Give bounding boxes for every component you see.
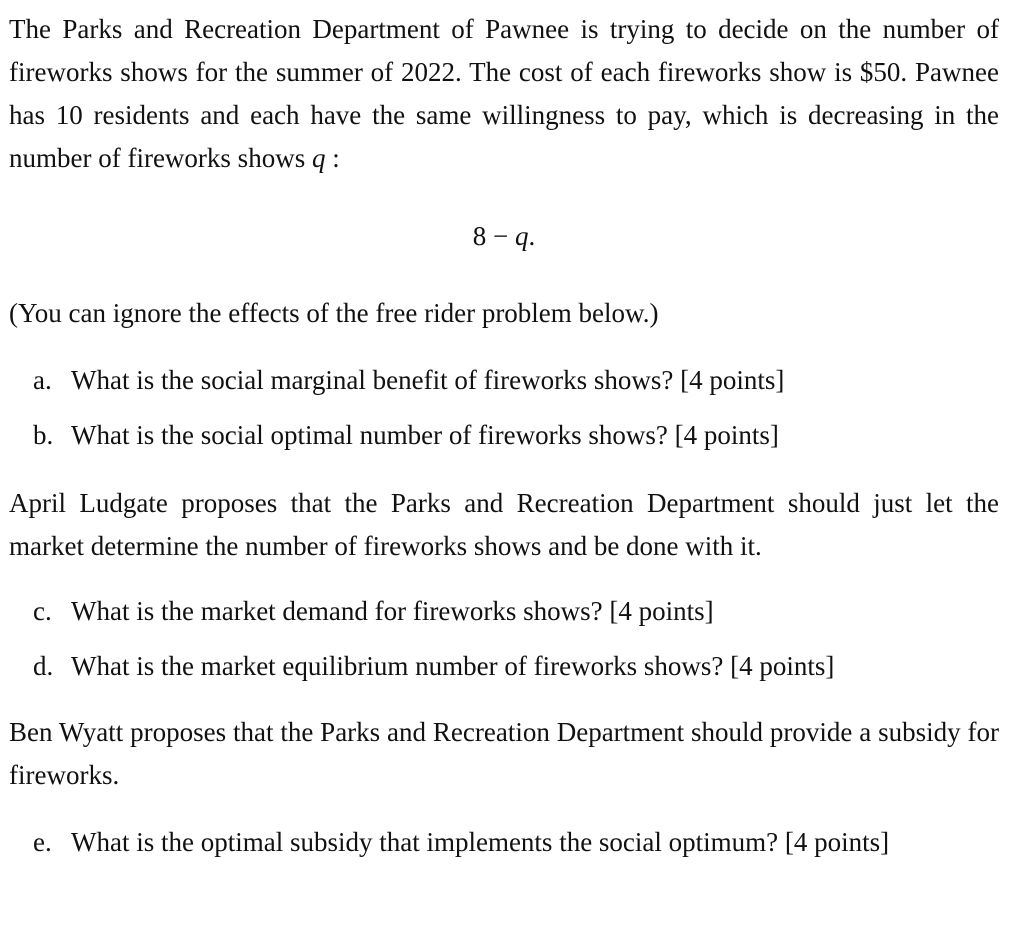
- april-paragraph: April Ludgate proposes that the Parks and Recreation Department should just let the market determine the number of fireworks shows and be done with it.: [9, 488, 999, 561]
- question-e-text: What is the optimal subsidy that implements the social optimum? [4 points]: [71, 827, 890, 857]
- equation-end: .: [528, 221, 536, 251]
- ben-paragraph: Ben Wyatt proposes that the Parks and Recreation Department should provide a subsidy for fireworks.: [9, 717, 999, 790]
- question-e-marker: e.: [33, 827, 52, 857]
- intro-suffix: :: [325, 143, 340, 173]
- intro-variable-q: q: [311, 143, 326, 173]
- question-a-marker: a.: [33, 365, 52, 395]
- intro-paragraph: [9, 8, 999, 180]
- question-a-text: What is the social marginal benefit of fireworks shows? [4 points]: [71, 365, 785, 395]
- question-a: [9, 359, 999, 402]
- equation-variable-q: q: [514, 221, 529, 251]
- equation-lhs: 8 −: [472, 221, 515, 251]
- question-list-e: [9, 821, 999, 864]
- question-c-text: What is the market demand for fireworks shows? [4 points]: [71, 596, 714, 626]
- question-c-marker: c.: [33, 596, 52, 626]
- question-b: [9, 414, 999, 457]
- question-list-ab: [9, 359, 999, 457]
- free-rider-note: (You can ignore the effects of the free rider problem below.): [9, 298, 659, 328]
- willingness-to-pay-equation: [9, 215, 999, 258]
- intro-text: The Parks and Recreation Department of Pawnee is trying to decide on the number of fireworks shows for the summer of 2022. The cost of each fireworks show is $50. Pawnee has 10 residents and each have the same willingness to pay, which is decreasing in the number of fireworks shows: [9, 14, 999, 173]
- question-b-marker: b.: [33, 420, 54, 450]
- document-page: [9, 8, 999, 864]
- question-c: [9, 590, 999, 633]
- question-e: [9, 821, 999, 864]
- question-d: [9, 645, 999, 688]
- question-list-cd: [9, 590, 999, 688]
- question-d-text: What is the market equilibrium number of fireworks shows? [4 points]: [71, 651, 835, 681]
- question-b-text: What is the social optimal number of fireworks shows? [4 points]: [71, 420, 779, 450]
- question-d-marker: d.: [33, 651, 54, 681]
